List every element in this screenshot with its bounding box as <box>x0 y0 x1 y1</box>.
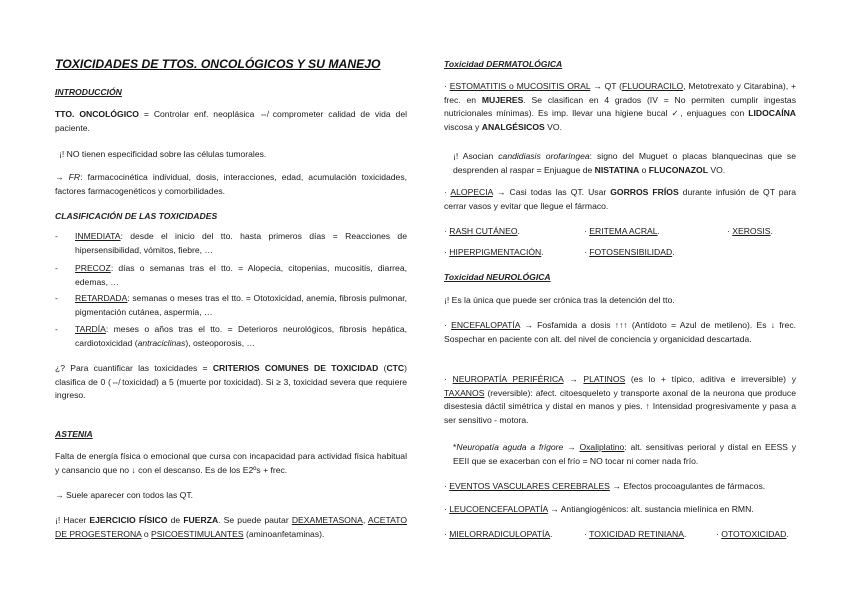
alo-text: → Casi todas las QT. Usar <box>492 187 611 197</box>
ctc-paragraph <box>55 362 407 403</box>
class-label: PRECOZ <box>75 263 111 273</box>
cand-bold: NISTATINA <box>594 164 640 175</box>
frig-drug: Oxaliplatino <box>579 442 625 452</box>
neur-text: (es lo + típico, aditiva e irreversible) y <box>625 374 796 384</box>
derm-item: · RASH CUTÁNEO. <box>444 226 520 236</box>
neuropatia-paragraph <box>444 373 796 427</box>
class-text: : semanas o meses tras el tto. = Ototoxicidad, anemia, fibrosis pulmonar, pigmentación cutánea, aspermia, … <box>75 293 407 317</box>
frig-text: * <box>453 442 457 452</box>
leuco-paragraph <box>444 503 796 517</box>
fr-arrow: → <box>55 172 69 182</box>
esto-text: , Metotrexato y Citarabina), + frec. en <box>444 81 796 105</box>
tto-paragraph <box>55 108 407 135</box>
ej-text: ¡! Hacer <box>55 515 90 525</box>
bullet: · <box>444 374 453 384</box>
no-specificity-note: ¡! NO tienen especificidad sobre las células tumorales. <box>59 149 267 159</box>
esto-label: ESTOMATITIS o MUCOSITIS ORAL <box>449 81 591 91</box>
astenia-paragraph: Falta de energía física o emocional que cursa con incapacidad para actividad física habitual y cansancio que no ↓ con el descanso. Es de los E2ºs + frec. <box>55 451 407 475</box>
neuro-item: · OTOTOXICIDAD. <box>716 529 789 539</box>
ej-text: . Se puede pautar <box>218 515 292 525</box>
derm-item: · XEROSIS. <box>727 226 773 236</box>
neur-text: (reversible): afect. citoesqueleto y transporte axonal de la neurona que produce disestesia dáctil simétrica y distal en manos y pies. ↑ Intensidad progresivamente y pasa a ser sensitivo - motora. <box>444 387 796 425</box>
ej-text: de <box>167 515 184 525</box>
ence-text: → Fosfamida a dosis ↑↑↑ (Antídoto = Azul de metileno). Es ↓ frec. Sospechar en paciente con alt. del nivel de conciencia y organicidad descartada. <box>444 320 797 344</box>
neuro-item: · TOXICIDAD RETINIANA. <box>584 529 687 539</box>
bullet: · <box>444 320 452 330</box>
list-dash: - <box>55 231 58 241</box>
ctc-text: ) clasifica de 0 (⇎ toxicidad) a 5 (muerte por toxicidad). Si ≥ 3, toxicidad severa que requiere ingreso. <box>55 363 407 400</box>
cand-text: ¡! Asocian <box>453 151 499 161</box>
list-dash: - <box>55 263 58 273</box>
cand-bold: FLUCONAZOL <box>648 164 708 175</box>
astenia-heading: ASTENIA <box>55 429 93 439</box>
derm-item: · ERITEMA ACRAL. <box>584 226 660 236</box>
class-item-tardia <box>55 323 407 350</box>
alo-text: durante infusión de QT para cerrar vasos y evitar que llegue el fármaco. <box>444 187 796 211</box>
frig-text: : alt. sensitivas perioral y distal en EESS y EEII que se exacerban con el frío = NO tocar ni comer nada frío. <box>453 442 796 466</box>
class-text: : desde el inicio del tto. hasta primeros días = Reacciones de hipersensibilidad, vómitos, fiebre, … <box>75 231 407 255</box>
class-label: RETARDADA <box>75 293 128 303</box>
evc-paragraph <box>444 480 796 494</box>
bullet: · <box>444 187 451 197</box>
neuro-only-note: ¡! Es la única que puede ser crónica tras la detención del tto. <box>444 295 675 305</box>
esto-text: . Se clasifican en 4 grados (IV = No permiten cumplir ingestas nutricionales mínimas). Es imp. llevar una higiene bucal ✓, enjuagues con <box>444 94 796 118</box>
esto-text: → QT ( <box>590 81 623 91</box>
derm-item: · HIPERPIGMENTACIÓN. <box>444 247 544 257</box>
ence-label: ENCEFALOPATÍA <box>451 320 521 330</box>
class-label: INMEDIATA <box>75 231 121 241</box>
class-text-italic: antraciclinas <box>137 337 186 348</box>
neuro-heading: Toxicidad NEUROLÓGICA <box>444 272 551 282</box>
leu-label: LEUCOENCEFALOPATÍA <box>449 504 548 514</box>
ej-bold: EJERCICIO FÍSICO <box>89 515 168 525</box>
derm-item: · FOTOSENSIBILIDAD. <box>584 247 675 257</box>
ejercicio-paragraph <box>55 514 407 541</box>
ej-bold: FUERZA <box>183 515 219 525</box>
class-item-retardada <box>55 292 407 319</box>
bullet: · <box>444 81 450 91</box>
evc-text: → Efectos procoagulantes de fármacos. <box>609 481 766 491</box>
ej-drug: PSICOESTIMULANTES <box>151 528 244 539</box>
neur-label: NEUROPATÍA PERIFÉRICA <box>452 374 564 384</box>
esto-text: VO. <box>544 121 562 132</box>
class-text: ), osteoporosis, … <box>185 337 256 348</box>
neuro-item: · MIELORRADICULOPATÍA. <box>444 529 553 539</box>
tto-text: = Controlar enf. neoplásica ⇎ comprometer calidad de vida del paciente. <box>55 109 408 133</box>
frig-italic: Neuropatía aguda a frigore <box>456 442 564 452</box>
esto-text: viscosa y <box>444 121 482 132</box>
cand-text: : signo del Muguet o placas blanquecinas que se desprenden al raspar = Enjuague de <box>453 151 796 175</box>
intro-heading: INTRODUCCIÓN <box>55 87 122 97</box>
fr-paragraph <box>55 171 407 198</box>
list-dash: - <box>55 324 58 334</box>
alopecia-label: ALOPECIA <box>450 187 493 197</box>
cand-italic: candidiasis orofaríngea <box>498 151 590 161</box>
ctc-abbr: CTC <box>386 363 405 373</box>
ctc-text: ( <box>378 363 387 373</box>
fr-text: : farmacocinética individual, dosis, interacciones, edad, acumulación toxicidades, factores farmacogenéticos y comorbilidades. <box>55 172 408 196</box>
page-title: TOXICIDADES DE TTOS. ONCOLÓGICOS Y SU MANEJO <box>55 57 381 71</box>
tto-label: TTO. ONCOLÓGICO <box>55 109 139 119</box>
class-label: TARDÍA <box>75 324 106 334</box>
fr-label: FR <box>68 172 81 182</box>
bullet: · <box>444 481 450 491</box>
cand-text: o <box>639 164 649 175</box>
ej-drug: DEXAMETASONA <box>291 515 363 525</box>
ej-drug: ACETATO DE PROGESTERONA <box>55 515 407 539</box>
esto-bold: LIDOCAÍNA <box>748 108 796 118</box>
estomatitis-paragraph <box>444 80 796 134</box>
neur-drug: TAXANOS <box>444 387 485 398</box>
esto-drug: FLUOURACILO <box>622 81 684 91</box>
ctc-criteria: CRITERIOS COMUNES DE TOXICIDAD <box>212 363 379 373</box>
neur-drug: PLATINOS <box>583 374 626 384</box>
esto-bold: ANALGÉSICOS <box>481 121 545 132</box>
cand-text: VO. <box>708 164 726 175</box>
alo-bold: GORROS FRÍOS <box>610 187 679 197</box>
ej-text: o <box>141 528 151 539</box>
ctc-text: ¿? Para cuantificar las toxicidades = <box>55 363 213 373</box>
bullet: · <box>444 504 450 514</box>
ej-text: , <box>362 515 368 525</box>
astenia-qt-note: → Suele aparecer con todos las QT. <box>55 490 194 500</box>
leu-text: → Antiangiogénicos: alt. sustancia mielínica en RMN. <box>547 504 754 514</box>
candidiasis-paragraph <box>444 150 796 177</box>
ej-text: (aminoanfetaminas). <box>243 528 325 539</box>
class-text: : días o semanas tras el tto. = Alopecia, citopenias, mucositis, diarrea, edemas, … <box>75 263 407 287</box>
class-item-inmediata <box>55 230 407 257</box>
class-item-precoz <box>55 262 407 289</box>
frigore-paragraph <box>444 441 796 468</box>
encefalopatia-paragraph <box>444 319 796 346</box>
alopecia-paragraph <box>444 186 796 213</box>
neur-text: → <box>563 374 584 384</box>
esto-bold: MUJERES <box>481 94 524 105</box>
frig-text: → <box>563 442 580 452</box>
derm-heading: Toxicidad DERMATOLÓGICA <box>444 59 563 69</box>
evc-label: EVENTOS VASCULARES CEREBRALES <box>449 481 610 491</box>
classification-heading: CLASIFICACIÓN DE LAS TOXICIDADES <box>55 211 218 221</box>
class-text: : meses o años tras el tto. = Deterioros neurológicos, fibrosis hepática, cardiotoxicidad ( <box>75 324 407 348</box>
list-dash: - <box>55 293 58 303</box>
